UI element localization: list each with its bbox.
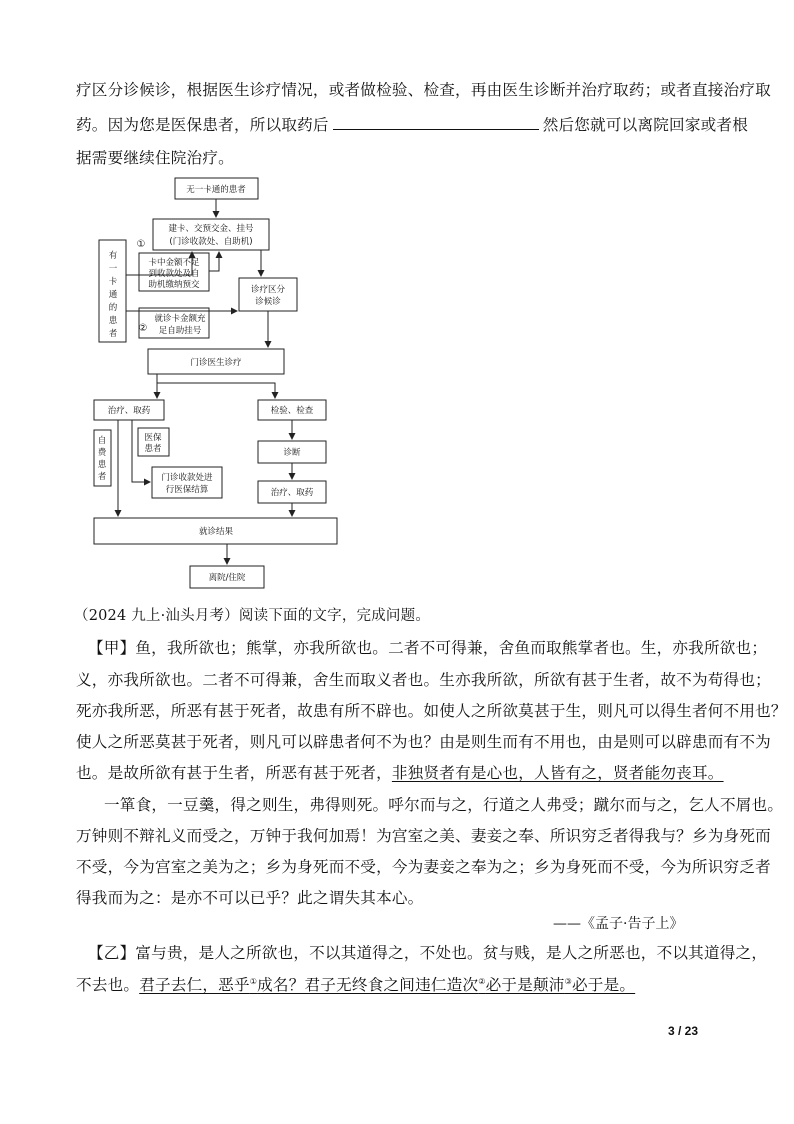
jia-p2-line-4: 得我而为之：是亦不可以已乎？此之谓失其本心。 — [76, 889, 424, 907]
jia-p2-line-1: 一箪食，一豆羹，得之则生，弗得则死。呼尔而与之，行道之人弗受；蹴尔而与之，乞人不屑也。 — [104, 796, 784, 814]
flow-self-pay-4: 者 — [97, 472, 107, 482]
flow-insufficient-1: 卡中金额不足 — [148, 258, 200, 268]
flow-discharge: 离院/住院 — [208, 573, 246, 583]
flow-insured-1: 医保 — [144, 433, 162, 443]
jia-underlined-sentence: 非独贤者有是心也，人皆有之，贤者能勿丧耳。 — [391, 764, 724, 782]
flow-sufficient-1: 就诊卡金额充 — [154, 314, 206, 324]
yi-underlined-sentence — [139, 976, 635, 994]
question-header: （2024 九上·汕头月考）阅读下面的文字，完成问题。 — [74, 608, 431, 624]
flow-has-card-4: 通 — [108, 290, 118, 300]
jia-p2-line-3: 不受，今为宫室之美为之；乡为身死而不受，今为妻妾之奉为之；乡为身死而不受，今为所识穷乏者 — [76, 858, 771, 876]
flow-insufficient-3: 助机缴纳预交 — [148, 280, 200, 290]
yi-underlined-part-3: 必于是颠沛 — [485, 976, 565, 994]
answer-blank[interactable] — [333, 117, 539, 130]
yi-underlined-part-2: 成名？君子无终食之间违仁造次 — [257, 976, 479, 994]
jia-line-1: 【甲】鱼，我所欲也；熊掌，亦我所欲也。二者不可得兼，舍鱼而取熊掌者也。生，亦我所欲也； — [88, 639, 768, 657]
flow-has-card-1: 有 — [108, 251, 118, 261]
jia-line-4: 使人之所恶莫甚于死者，则凡可以辟患者何不为也？由是则生而有不用也，由是则可以辟患而有不为 — [76, 733, 771, 751]
flow-settle-1: 门诊收款处进 — [161, 473, 213, 483]
jia-line-3: 死亦我所恶，所恶有甚于死者，故患有所不辟也。如使人之所欲莫甚于生，则凡可以得生者何不用也？ — [76, 702, 787, 720]
intro-line-2-b: 然后您就可以离院回家或者根 — [542, 116, 749, 134]
flow-treat-left: 治疗、取药 — [107, 406, 151, 416]
footnote-2: ② — [478, 976, 486, 986]
flow-triage-1: 诊疗区分 — [250, 285, 286, 295]
yi-line-2 — [76, 973, 635, 995]
intro-line-2-a: 药。因为您是医保患者，所以取药后 — [76, 116, 329, 134]
footnote-3: ③ — [564, 976, 572, 986]
flow-insured-2: 患者 — [144, 444, 162, 454]
flow-self-pay-2: 费 — [97, 448, 107, 458]
intro-line-2 — [76, 113, 748, 135]
flow-register-1: 建卡、交预交金、挂号 — [168, 224, 254, 234]
flow-insufficient-2: 到收款处及自 — [148, 269, 200, 279]
flow-diagnosis: 诊断 — [283, 448, 301, 458]
flow-exam: 检验、检查 — [270, 406, 314, 416]
flow-settle-2: 行医保结算 — [165, 485, 209, 495]
flow-has-card-3: 卡 — [108, 277, 118, 287]
page-number: 3 / 23 — [668, 1024, 699, 1038]
flow-self-pay-1: 自 — [97, 436, 107, 446]
yi-underlined-part-1: 君子去仁，恶乎 — [139, 976, 250, 994]
flow-outpatient: 门诊医生诊疗 — [190, 358, 242, 368]
jia-line-2: 义，亦我所欲也。二者不可得兼，舍生而取义者也。生亦我所欲，所欲有甚于生者，故不为苟得也； — [76, 671, 771, 689]
flow-has-card-5: 的 — [108, 303, 118, 313]
flow-circle-2: ② — [138, 323, 148, 334]
yi-line-2-a: 不去也。 — [76, 976, 140, 994]
intro-line-3: 据需要继续住院治疗。 — [76, 149, 234, 167]
flow-sufficient-2: 足自助挂号 — [158, 326, 202, 336]
intro-line-1: 疗区分诊候诊，根据医生诊疗情况，或者做检验、检查，再由医生诊断并治疗取药；或者直接治疗取 — [76, 81, 771, 99]
flowchart — [90, 170, 350, 592]
flow-no-card: 无一卡通的患者 — [186, 185, 246, 195]
flow-has-card-7: 者 — [108, 329, 118, 339]
flow-register-2: (门诊收款处、自助机) — [169, 237, 253, 247]
flow-treat-right: 治疗、取药 — [270, 488, 314, 498]
jia-line-5 — [76, 761, 724, 783]
flow-result: 就诊结果 — [198, 527, 234, 537]
yi-line-1: 【乙】富与贵，是人之所欲也，不以其道得之，不处也。贫与贱，是人之所恶也，不以其道得之， — [88, 944, 768, 962]
yi-underlined-part-4: 必于是。 — [571, 976, 636, 994]
jia-line-5-a: 也。是故所欲有甚于生者，所恶有甚于死者， — [76, 764, 392, 782]
jia-p2-line-2: 万钟则不辩礼义而受之，万钟于我何加焉！为宫室之美、妻妾之奉、所识穷乏者得我与？乡为身死而 — [76, 827, 771, 845]
flow-self-pay-3: 患 — [97, 460, 107, 470]
flow-has-card-6: 患 — [108, 316, 118, 326]
footnote-1: ① — [249, 976, 258, 986]
jia-source: ——《孟子·告子上》 — [553, 916, 684, 932]
flow-circle-1: ① — [136, 239, 146, 250]
flow-has-card-2: 一 — [108, 264, 118, 274]
flow-triage-2: 诊候诊 — [255, 297, 281, 307]
